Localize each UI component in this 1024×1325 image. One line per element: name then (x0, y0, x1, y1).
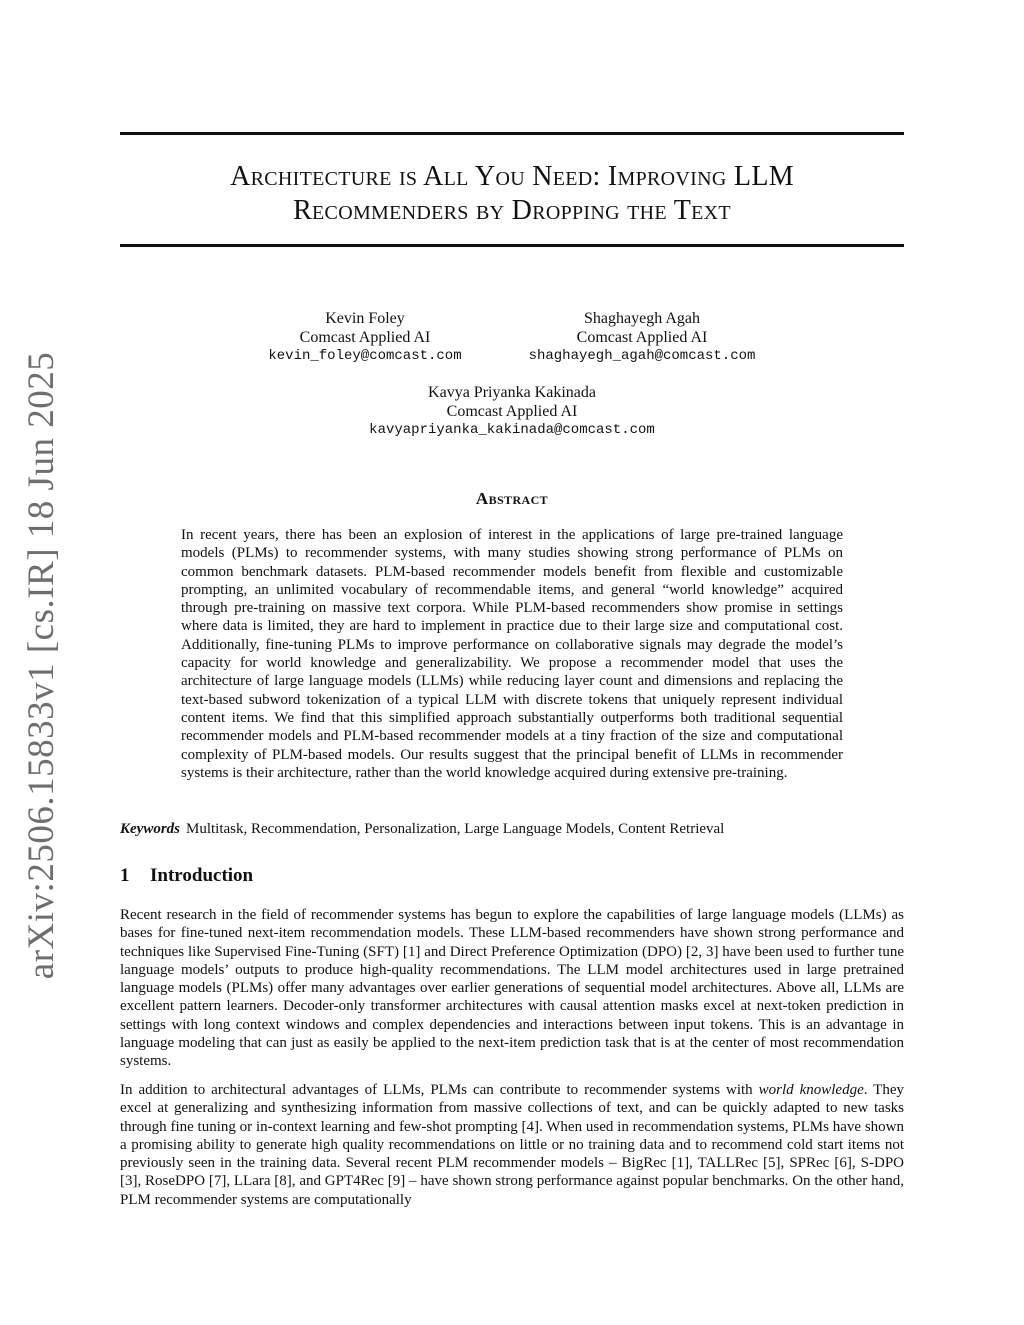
keywords-line (120, 820, 904, 838)
paper-title-line1: Architecture is All You Need: Improving LLM (230, 161, 794, 192)
title-bottom-rule (120, 244, 904, 247)
author-affiliation: Comcast Applied AI (299, 329, 431, 346)
author-affiliation: Comcast Applied AI (446, 403, 578, 420)
author-block (240, 309, 490, 366)
author-name: Kevin Foley (325, 310, 405, 327)
arxiv-identifier (14, 351, 70, 979)
keywords-label: Keywords (120, 821, 180, 837)
author-email[interactable]: shaghayegh_agah@comcast.com (528, 348, 756, 364)
intro-paragraph-1: Recent research in the field of recommender systems has begun to explore the capabilities of large language models (LLMs) as bases for fine-tuned next-item recommendation models. These LLM-based recommenders have shown strong performance and techniques like Supervised Fine-Tuning (SFT) [1] and Direct Preference Optimization (DPO) [2, 3] have been used to further tune language models’ outputs to produce high-quality recommendations. The LLM model architectures used in large pretrained language models (PLMs) offer many advantages over earlier generations of sequential model architectures. Above all, LLMs are excellent pattern learners. Decoder-only transformer architectures with causal attention masks excel at next-token prediction in settings with long context windows and complex dependencies and interactions between input tokens. This is an advantage in language modeling that can just as easily be applied to the next-item prediction task that is at the center of most recommendation systems. (120, 907, 904, 1070)
keywords-text: Multitask, Recommendation, Personalization, Large Language Models, Content Retrieval (186, 821, 725, 837)
author-email[interactable]: kevin_foley@comcast.com (268, 348, 462, 364)
author-name: Kavya Priyanka Kakinada (428, 384, 596, 401)
title-top-rule (120, 132, 904, 135)
abstract-heading: Abstract (475, 489, 549, 508)
author-affiliation: Comcast Applied AI (576, 329, 708, 346)
arxiv-identifier-text: arXiv:2506.15833v1 [cs.IR] 18 Jun 2025 (21, 351, 63, 979)
intro-paragraph-2-rest: . They excel at generalizing and synthesizing information from massive collections of text, and can be quickly adapted to new tasks through fine tuning or in-context learning and few-shot prompting [4]. When used in recommendation systems, PLMs have shown a promising ability to generate high quality recommendations on little or no training data and to recommend cold start items not previously seen in the training data. Several recent PLM recommender models – BigRec [1], TALLRec [5], SPRec [6], S-DPO [3], RoseDPO [7], LLara [8], and GPT4Rec [9] – have shown strong performance against popular benchmarks. On the other hand, PLM recommender systems are computationally (120, 1082, 904, 1208)
section-number: 1 (120, 865, 130, 886)
paper-title-line2: Recommenders by Dropping the Text (293, 195, 731, 226)
section-heading (120, 865, 253, 887)
section-title: Introduction (150, 865, 254, 886)
intro-paragraph-2-emphasis: world knowledge (758, 1082, 864, 1098)
intro-paragraph-2 (120, 1081, 904, 1209)
author-block (312, 383, 712, 440)
author-name: Shaghayegh Agah (584, 310, 700, 327)
intro-paragraph-2-start: In addition to architectural advantages of LLMs, PLMs can contribute to recommender systems with (120, 1082, 759, 1098)
paper-title (120, 160, 904, 228)
author-email[interactable]: kavyapriyanka_kakinada@comcast.com (369, 422, 655, 438)
abstract-text: In recent years, there has been an explosion of interest in the applications of large pre-trained language models (PLMs) to recommender systems, with many studies showing strong performance of PLMs on common benchmark datasets. PLM-based recommender models benefit from flexible and customizable prompting, an unlimited vocabulary of recommendable items, and general “world knowledge” acquired through pre-training on massive text corpora. While PLM-based recommenders show promise in settings where data is limited, they are hard to implement in practice due to their large size and computational cost. Additionally, fine-tuning PLMs to improve performance on collaborative signals may degrade the model’s capacity for world knowledge and generalizability. We propose a recommender model that uses the architecture of large language models (LLMs) while reducing layer count and dimensions and replacing the text-based subword tokenization of a typical LLM with discrete tokens that uniquely represent individual content items. We find that this simplified approach substantially outperforms both traditional sequential recommender models and PLM-based recommender models at a tiny fraction of the size and computational complexity of PLM-based models. Our results suggest that the principal benefit of LLMs in recommender systems is their architecture, rather than the world knowledge acquired during extensive pre-training. (181, 527, 843, 781)
author-block (510, 309, 774, 366)
